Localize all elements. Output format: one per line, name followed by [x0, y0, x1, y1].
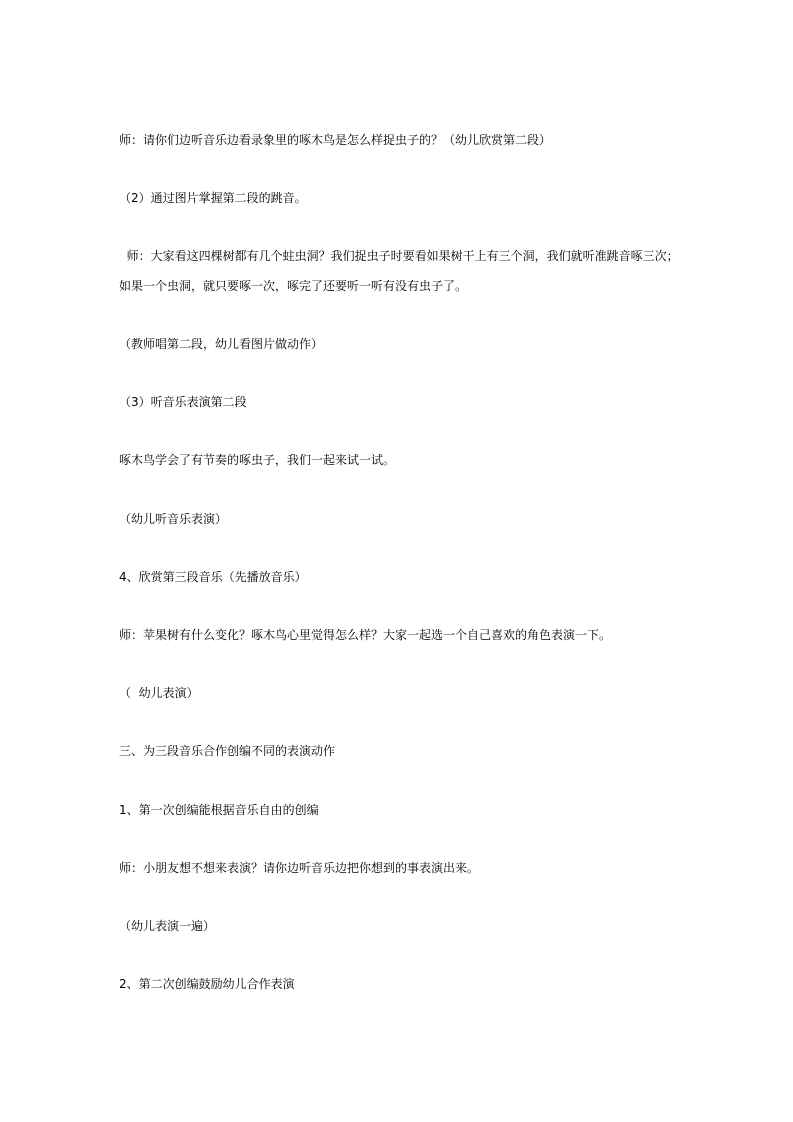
- paragraph-teacher-invite-performance: 师：小朋友想不想来表演？请你边听音乐边把你想到的事表演出来。: [119, 861, 480, 875]
- paragraph-step-3-perform-second-section: （3）听音乐表演第二段: [119, 395, 247, 409]
- paragraph-teacher-question-watch-video: 师：请你们边听音乐边看录象里的啄木鸟是怎么样捉虫子的？（幼儿欣赏第二段）: [119, 133, 552, 147]
- paragraph-children-perform-once: （幼儿表演一遍）: [119, 919, 216, 933]
- paragraph-one-hole-one-peck: 如果一个虫洞，就只要啄一次，啄完了还要听一听有没有虫子了。: [119, 279, 468, 293]
- paragraph-teacher-tree-holes: 师：大家看这四棵树都有几个蛀虫洞？我们捉虫子时要看如果树干上有三个洞，我们就听准跳音啄三次；: [119, 249, 679, 263]
- paragraph-children-perform: （ 幼儿表演）: [119, 686, 199, 700]
- paragraph-step-4-third-section: 4、欣赏第三段音乐（先播放音乐）: [119, 570, 307, 584]
- paragraph-children-perform-to-music: （幼儿听音乐表演）: [119, 512, 228, 526]
- paragraph-teacher-apple-tree-changes: 师：苹果树有什么变化？啄木鸟心里觉得怎么样？大家一起选一个自己喜欢的角色表演一下。: [119, 628, 612, 642]
- paragraph-section-3-heading: 三、为三段音乐合作创编不同的表演动作: [119, 744, 336, 758]
- paragraph-second-creation: 2、第二次创编鼓励幼儿合作表演: [119, 977, 295, 991]
- paragraph-woodpecker-rhythm: 啄木鸟学会了有节奏的啄虫子，我们一起来试一试。: [119, 453, 396, 467]
- paragraph-first-creation: 1、第一次创编能根据音乐自由的创编: [119, 803, 319, 817]
- paragraph-teacher-sings-second-section: （教师唱第二段，幼儿看图片做动作）: [119, 337, 324, 351]
- paragraph-step-2-learn-staccato: （2）通过图片掌握第二段的跳音。: [119, 191, 307, 205]
